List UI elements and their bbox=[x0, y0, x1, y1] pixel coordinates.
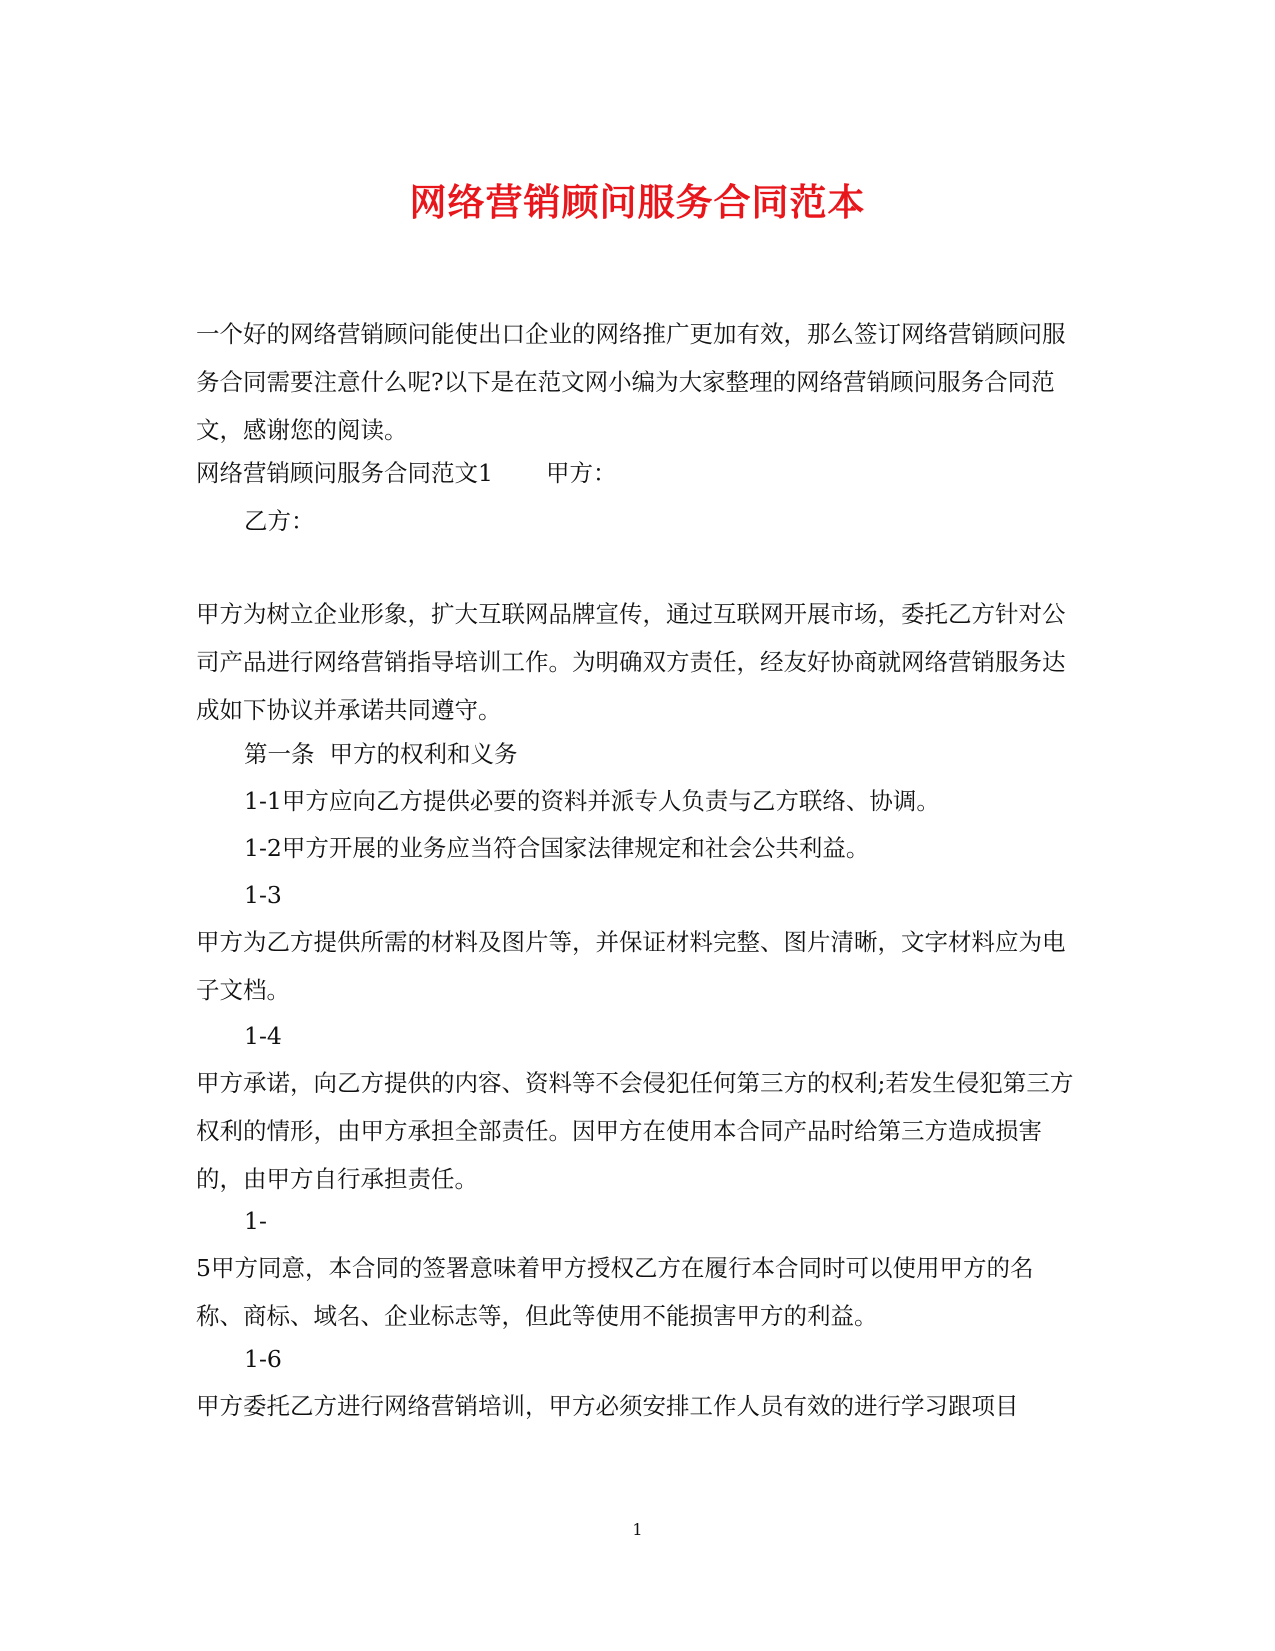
clause-1-6-text: 甲方委托乙方进行网络营销培训，甲方必须安排工作人员有效的进行学习跟项目 bbox=[196, 1392, 1019, 1420]
clause-1-4-text: 甲方承诺，向乙方提供的内容、资料等不会侵犯任何第三方的权利;若发生侵犯第三方权利的情形，由甲方承担全部责任。因甲方在使用本合同产品时给第三方造成损害的，由甲方自行承担责任。 bbox=[196, 1069, 1074, 1193]
preamble-paragraph: 甲方为树立企业形象，扩大互联网品牌宣传，通过互联网开展市场，委托乙方针对公司产品进行网络营销指导培训工作。为明确双方责任，经友好协商就网络营销服务达成如下协议并承诺共同遵守。 bbox=[196, 600, 1066, 724]
clause-1-3-number: 1-3 bbox=[244, 881, 282, 909]
clause-1-5-text: 5甲方同意，本合同的签署意味着甲方授权乙方在履行本合同时可以使用甲方的名称、商标、域名、企业标志等，但此等使用不能损害甲方的利益。 bbox=[196, 1254, 1034, 1330]
clause-1-3-text: 甲方为乙方提供所需的材料及图片等，并保证材料完整、图片清晰，文字材料应为电子文档。 bbox=[196, 928, 1066, 1004]
sample-heading: 网络营销顾问服务合同范文1 bbox=[196, 459, 493, 487]
page-number: 1 bbox=[632, 1520, 643, 1539]
document-title: 网络营销顾问服务合同范本 bbox=[409, 180, 866, 224]
party-b-label: 乙方： bbox=[244, 507, 315, 535]
clause-1-4-number: 1-4 bbox=[244, 1022, 282, 1050]
clause-1-2: 1-2甲方开展的业务应当符合国家法律规定和社会公共利益。 bbox=[244, 834, 870, 862]
article1-heading: 第一条 甲方的权利和义务 bbox=[244, 740, 518, 768]
clause-1-5-number: 1- bbox=[244, 1207, 267, 1235]
clause-1-1: 1-1甲方应向乙方提供必要的资料并派专人负责与乙方联络、协调。 bbox=[244, 787, 940, 815]
clause-1-6-number: 1-6 bbox=[244, 1345, 282, 1373]
party-a-label: 甲方： bbox=[546, 459, 617, 487]
intro-paragraph: 一个好的网络营销顾问能使出口企业的网络推广更加有效，那么签订网络营销顾问服务合同需要注意什么呢?以下是在范文网小编为大家整理的网络营销顾问服务合同范文，感谢您的阅读。 bbox=[196, 320, 1066, 444]
